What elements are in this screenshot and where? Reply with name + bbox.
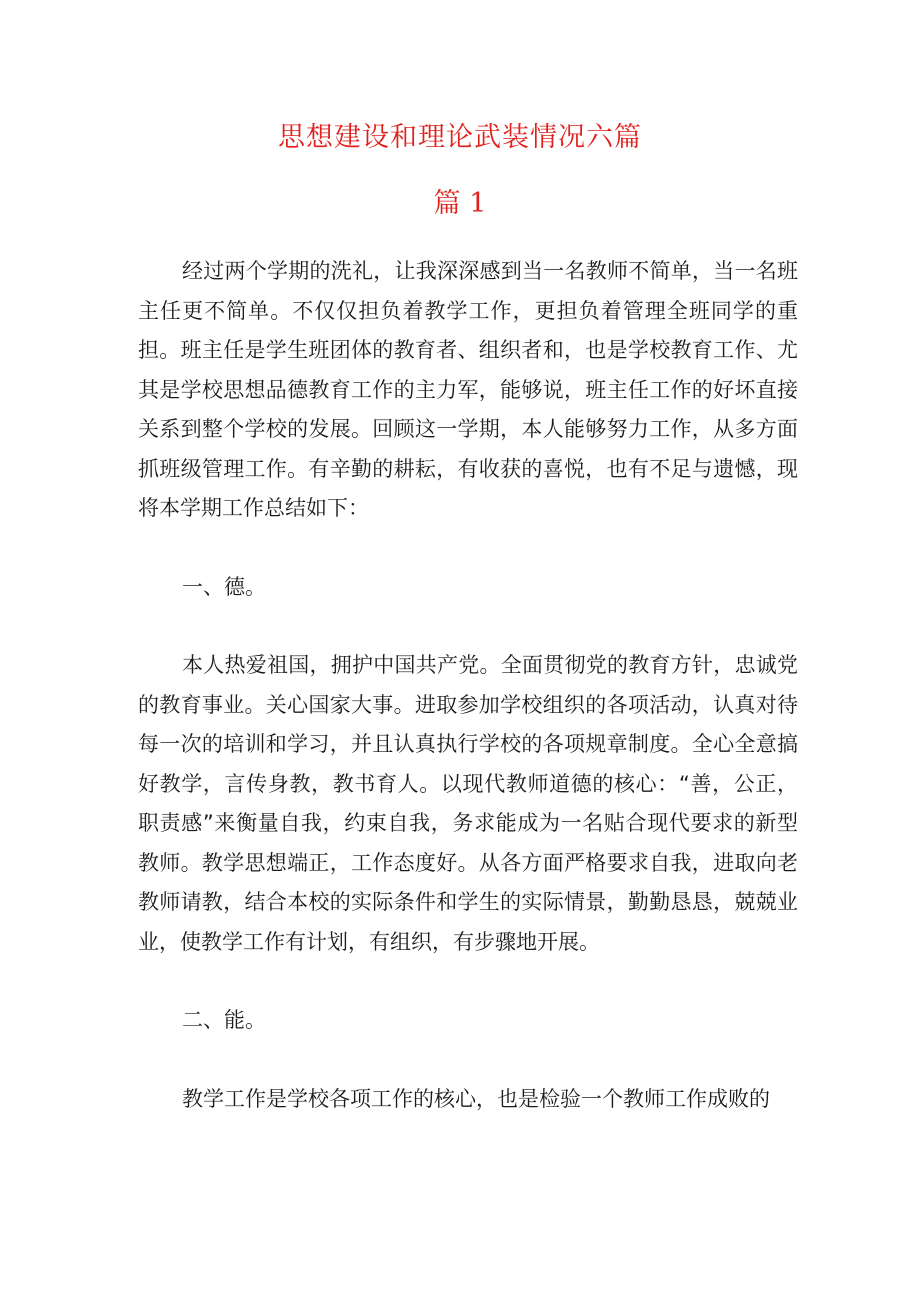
document-title: 思想建设和理论武装情况六篇 [278, 122, 642, 153]
paragraph-de: 本人热爱祖国，拥护中国共产党。全面贯彻党的教育方针，忠诚党的教育事业。关心国家大事。进取参加学校组织的各项活动，认真对待每一次的培训和学习，并且认真执行学校的各项规章制度。全心全意搞好教学，言传身教，教书育人。以现代教师道德的核心：“善，公正，职责感”来衡量自我，约束自我，务求能成为一名贴合现代要求的新型教师。教学思想端正，工作态度好。从各方面严格要求自我，进取向老教师请教，结合本校的实际条件和学生的实际情景，勤勤恳恳，兢兢业业，使教学工作有计划，有组织，有步骤地开展。 [138, 653, 798, 954]
paragraph-neng: 教学工作是学校各项工作的核心，也是检验一个教师工作成败的 [182, 1086, 770, 1111]
section-heading-neng: 二、能。 [182, 1008, 266, 1032]
document-subtitle: 篇 1 [433, 188, 487, 219]
paragraph-intro: 经过两个学期的洗礼，让我深深感到当一名教师不简单，当一名班主任更不简单。不仅仅担负着教学工作，更担负着管理全班同学的重担。班主任是学生班团体的教育者、组织者和，也是学校教育工作、尤其是学校思想品德教育工作的主力军，能够说，班主任工作的好坏直接关系到整个学校的发展。回顾这一学期，本人能够努力工作，从多方面抓班级管理工作。有辛勤的耕耘，有收获的喜悦，也有不足与遗憾，现将本学期工作总结如下： [138, 259, 798, 520]
section-heading-de: 一、德。 [182, 574, 266, 599]
document-body [138, 252, 798, 1158]
